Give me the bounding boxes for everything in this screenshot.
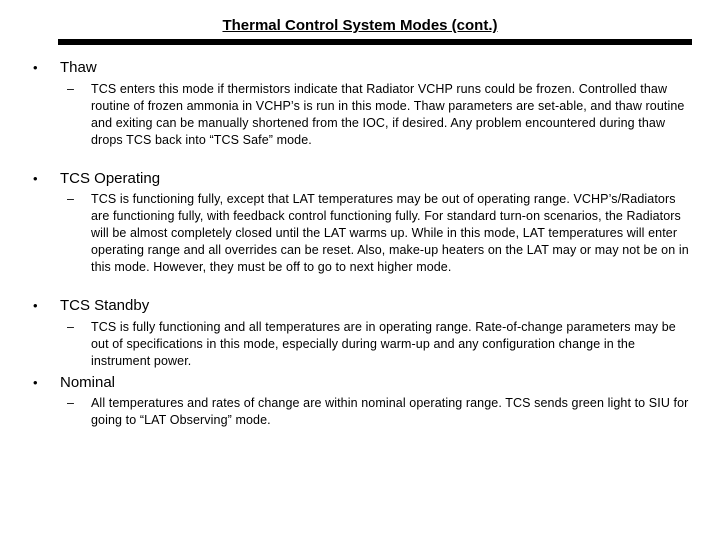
slide-title: Thermal Control System Modes (cont.)	[222, 17, 498, 34]
sub-item-text: TCS is functioning fully, except that LAT temperatures may be out of operating range. VCHP’s/Radiators are functioning fully, with feedback control functioning fully. For standard turn-on scenarios, the Radiators will be almost completely closed until the LAT warms up. While in this mode, LAT temperatures will enter operating range and all overrides can be reset. Also, make-up heaters on the LAT may or may not be on in this mode. However, they must be off to go to next higher mode.	[91, 192, 689, 274]
bullet-marker: •	[33, 60, 38, 75]
sub-item-text: TCS is fully functioning and all temperatures are in operating range. Rate-of-change parameters may be out of specifications in this mode, especially during warm-up and any configuration change in the instrument power.	[91, 320, 676, 368]
sub-dash-marker: –	[67, 396, 74, 410]
sub-item-text: All temperatures and rates of change are within nominal operating range. TCS sends green light to SIU for going to “LAT Observing” mode.	[91, 396, 689, 427]
bullet-marker: •	[33, 375, 38, 390]
bullet-heading: Nominal	[60, 374, 116, 391]
bullet-marker: •	[33, 298, 38, 313]
sub-item-text: TCS enters this mode if thermistors indicate that Radiator VCHP runs could be frozen. Controlled thaw routine of frozen ammonia in VCHP’s is run in this mode. Thaw parameters are set-able, and thaw routine and exiting can be manually shortened from the IOC, if desired. Any problem encountered during thaw drops TCS back into “TCS Safe” mode.	[91, 82, 685, 147]
sub-dash-marker: –	[67, 192, 74, 206]
sub-dash-marker: –	[67, 320, 74, 334]
bullet-heading: TCS Standby	[60, 297, 150, 314]
bullet-heading: TCS Operating	[60, 170, 161, 187]
title-underline-rule	[58, 39, 692, 45]
bullet-marker: •	[33, 171, 38, 186]
bullet-heading: Thaw	[60, 59, 97, 76]
sub-dash-marker: –	[67, 82, 74, 96]
